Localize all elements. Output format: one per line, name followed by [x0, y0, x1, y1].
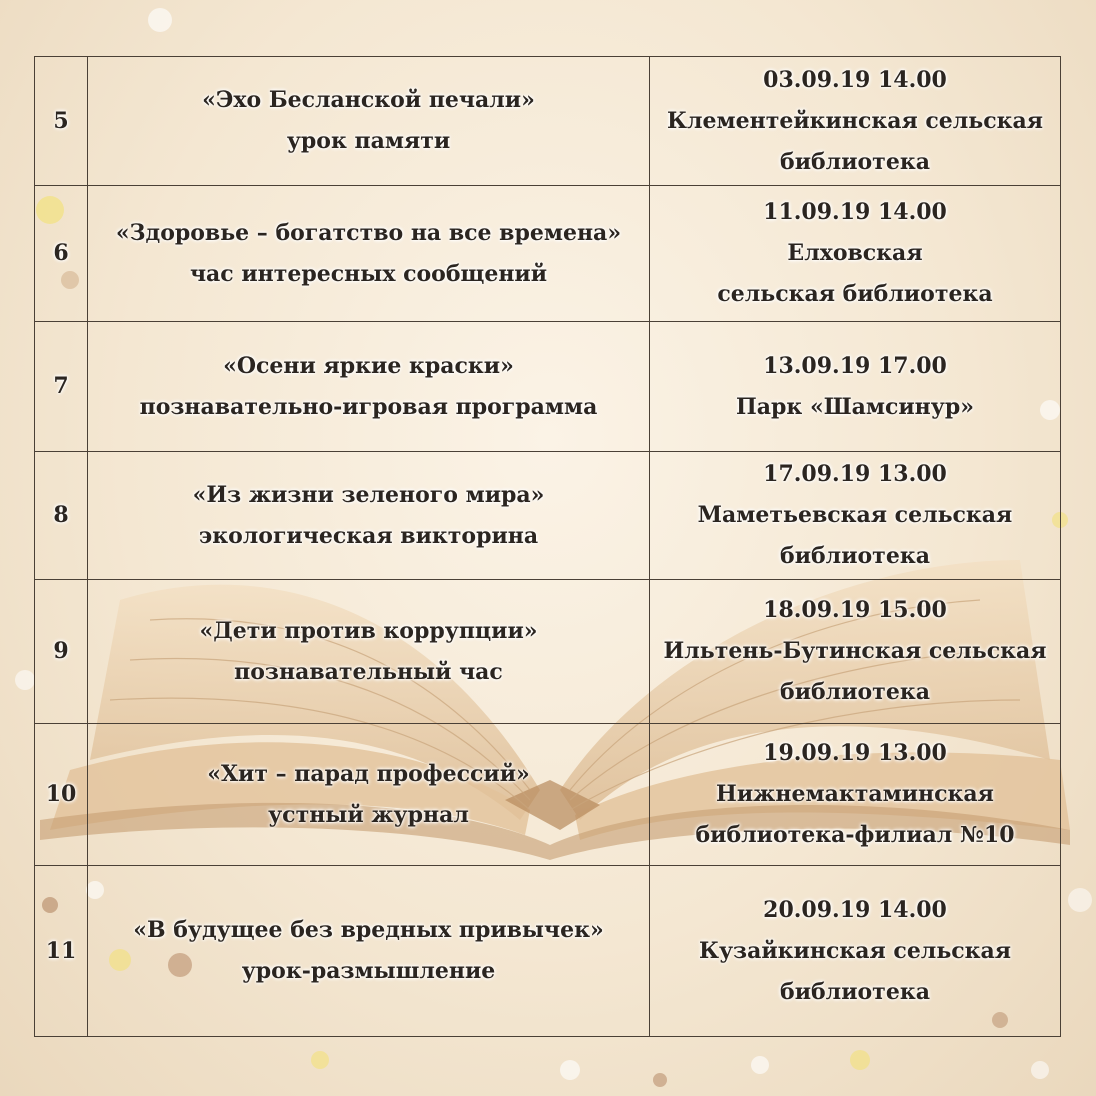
- event-location: Ильтень-Бутинская сельская: [663, 638, 1047, 664]
- event-datetime: 17.09.19 13.00: [763, 461, 947, 487]
- event-location: библиотека: [780, 543, 930, 569]
- datetime-place-cell: [650, 724, 1061, 866]
- event-cell: [88, 452, 650, 580]
- event-location: библиотека: [780, 978, 930, 1005]
- event-title: «Хит – парад профессий»: [207, 760, 530, 787]
- table-row: [35, 724, 1061, 866]
- event-location: Елховская: [787, 240, 923, 266]
- datetime-place-cell: [650, 866, 1061, 1037]
- event-location: Нижнемактаминская: [716, 781, 994, 807]
- event-title: «Из жизни зеленого мира»: [192, 481, 545, 508]
- event-title: «Эхо Бесланской печали»: [202, 87, 535, 113]
- event-title: «Дети против коррупции»: [199, 617, 538, 644]
- datetime-place-cell: [650, 186, 1061, 322]
- event-number: 11: [35, 866, 88, 1037]
- datetime-place-cell: [650, 452, 1061, 580]
- event-location: сельская библиотека: [717, 281, 993, 307]
- event-datetime: 11.09.19 14.00: [763, 199, 947, 225]
- event-number: 6: [35, 186, 88, 322]
- datetime-place-cell: [650, 57, 1061, 186]
- event-location: библиотека-филиал №10: [695, 822, 1015, 848]
- event-format: экологическая викторина: [198, 522, 539, 549]
- event-number: 10: [35, 724, 88, 866]
- event-datetime: 13.09.19 17.00: [763, 352, 947, 379]
- event-datetime: 20.09.19 14.00: [763, 896, 947, 923]
- event-format: урок-размышление: [241, 958, 496, 984]
- event-location: Маметьевская сельская: [697, 502, 1013, 528]
- event-number: 7: [35, 322, 88, 452]
- event-cell: [88, 866, 650, 1037]
- event-location: Клементейкинская сельская: [666, 107, 1044, 134]
- event-title: «Осени яркие краски»: [223, 352, 514, 379]
- table-row: [35, 322, 1061, 452]
- datetime-place-cell: [650, 580, 1061, 724]
- event-location: Парк «Шамсинур»: [735, 393, 974, 420]
- event-location: Кузайкинская сельская: [698, 937, 1012, 964]
- event-cell: [88, 322, 650, 452]
- event-format: устный журнал: [268, 801, 469, 828]
- table-row: [35, 57, 1061, 186]
- event-number: 9: [35, 580, 88, 724]
- event-datetime: 18.09.19 15.00: [763, 597, 947, 623]
- event-number: 8: [35, 452, 88, 580]
- event-location: библиотека: [780, 148, 930, 175]
- event-cell: [88, 580, 650, 724]
- event-number: 5: [35, 57, 88, 186]
- table-row: [35, 452, 1061, 580]
- schedule-table: [34, 56, 1061, 1037]
- table-row: [35, 186, 1061, 322]
- event-cell: [88, 57, 650, 186]
- event-cell: [88, 724, 650, 866]
- event-format: познавательно-игровая программа: [139, 393, 598, 420]
- event-datetime: 19.09.19 13.00: [763, 740, 947, 766]
- datetime-place-cell: [650, 322, 1061, 452]
- event-format: познавательный час: [234, 658, 503, 685]
- table-row: [35, 580, 1061, 724]
- event-format: урок памяти: [286, 128, 451, 154]
- event-location: библиотека: [780, 679, 930, 705]
- event-datetime: 03.09.19 14.00: [763, 66, 947, 93]
- table-row: [35, 866, 1061, 1037]
- event-format: час интересных сообщений: [189, 260, 548, 287]
- event-cell: [88, 186, 650, 322]
- event-title: «В будущее без вредных привычек»: [133, 917, 604, 943]
- event-title: «Здоровье – богатство на все времена»: [115, 219, 622, 246]
